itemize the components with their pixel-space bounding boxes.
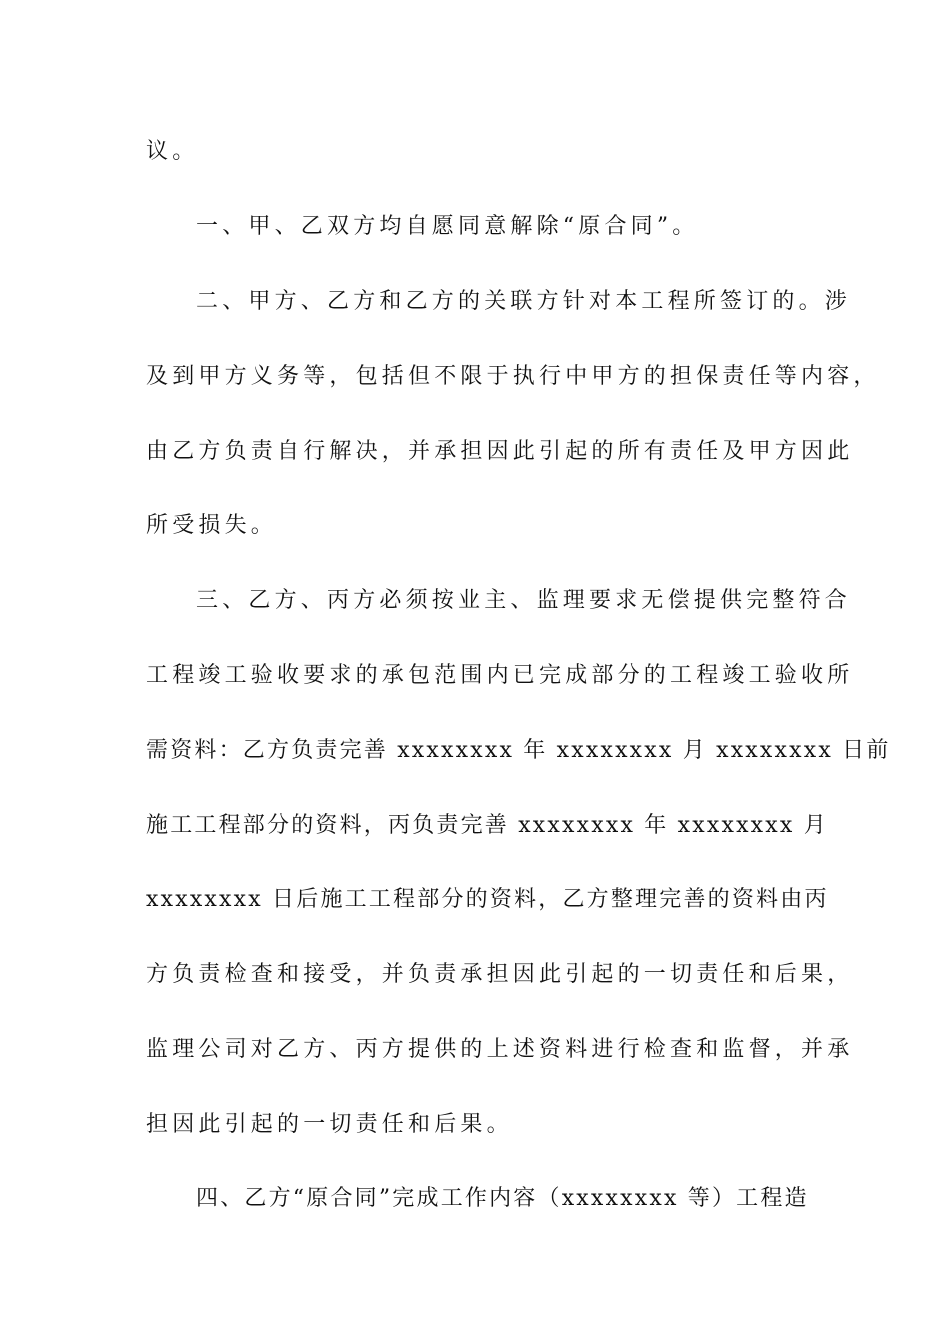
text-line-11: xxxxxxxx 日后施工工程部分的资料，乙方整理完善的资料由丙	[146, 887, 829, 912]
text-line-10: 施工工程部分的资料，丙负责完善 xxxxxxxx 年 xxxxxxxx 月	[146, 813, 828, 838]
text-line-4: 及到甲方义务等，包括但不限于执行中甲方的担保责任等内容，	[146, 364, 880, 389]
text-line-13: 监理公司对乙方、丙方提供的上述资料进行检查和监督，并承	[146, 1037, 854, 1062]
text-line-2: 一、甲、乙双方均自愿同意解除“原合同”。	[196, 214, 699, 239]
text-line-14: 担因此引起的一切责任和后果。	[146, 1112, 513, 1137]
text-line-7: 三、乙方、丙方必须按业主、监理要求无偿提供完整符合	[196, 588, 852, 613]
text-line-12: 方负责检查和接受，并负责承担因此引起的一切责任和后果，	[146, 962, 854, 987]
text-line-1: 议。	[146, 139, 199, 164]
text-line-15: 四、乙方“原合同”完成工作内容（xxxxxxxx 等）工程造	[196, 1186, 809, 1211]
text-line-3: 二、甲方、乙方和乙方的关联方针对本工程所签订的。涉	[196, 289, 852, 314]
text-line-5: 由乙方负责自行解决，并承担因此引起的所有责任及甲方因此	[146, 439, 854, 464]
text-line-9: 需资料：乙方负责完善 xxxxxxxx 年 xxxxxxxx 月 xxxxxxxx 日前	[146, 738, 891, 763]
text-line-8: 工程竣工验收要求的承包范围内已完成部分的工程竣工验收所	[146, 663, 854, 688]
text-line-6: 所受损失。	[146, 513, 278, 538]
